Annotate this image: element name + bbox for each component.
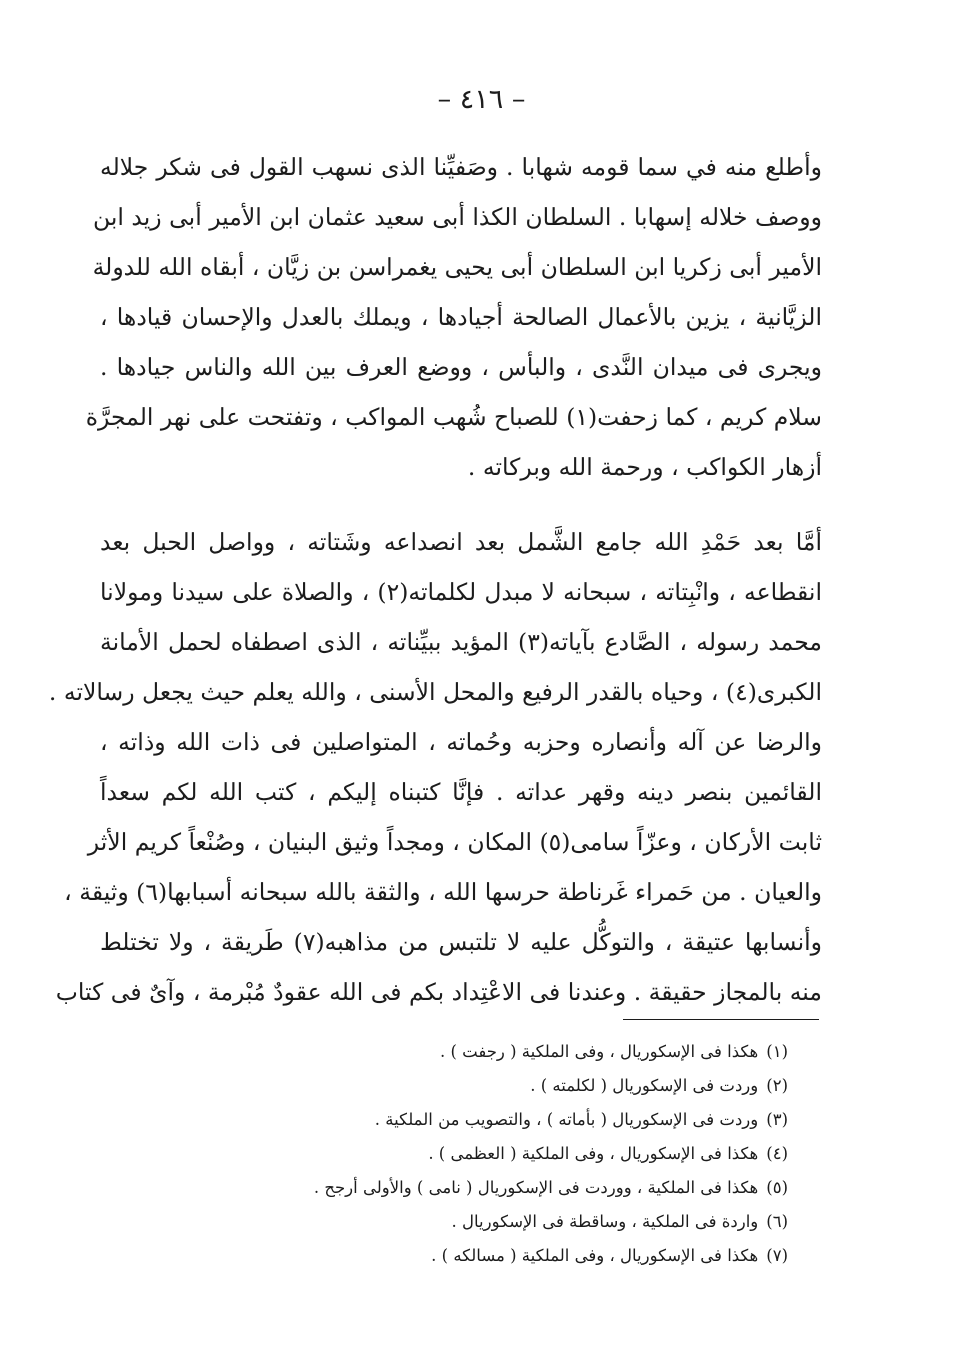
footnote-separator [623,1019,819,1020]
text-line: القائمين بنصر دينه وقهر عداته . فإنَّا كتبناه إليكم ، كتب الله لكم سعداً [100,778,822,806]
text-line: الكبرى(٤) ، وحياه بالقدر الرفيع والمحل الأسنى ، والله يعلم حيث يجعل رسالاته . [48,678,822,706]
footnote [150,1103,788,1137]
footnote [150,1137,788,1171]
footnote-number: (٦) [766,1212,788,1231]
text-line: سلام كريم ، كما زحفت(١) للصباح شُهب المواكب ، وتفتحت على نهر المجرَّة [85,403,822,431]
footnote-text: هكذا فى الإسكوريال ، وفى الملكية ( العظمى ) . [428,1144,759,1163]
paragraph-gap [100,492,822,517]
text-line: ثابت الأركان ، وعزّاً سامى(٥) المكان ، ومجداً وثيق البنيان ، وصُنْعاً كريم الأثر [87,828,822,856]
footnote-text: واردة فى الملكية ، وساقطة فى الإسكوريال . [451,1212,759,1231]
text-line: الزيَّانية ، يزين بالأعمال الصالحة أجيادها ، ويملك بالعدل والإحسان قيادها ، [100,303,822,331]
footnote [150,1239,788,1273]
footnote-text: وردت فى الإسكوريال ( لكلمته ) . [530,1076,759,1095]
text-line: ويجرى فى ميدان النَّدى ، والبأس ، ووضع العرف بين الله والناس جيادها . [100,353,822,381]
footnote-text: هكذا فى الملكية ، ووردت فى الإسكوريال ( نامى ) والأولى أرجح . [313,1178,759,1197]
footnote-text: وردت فى الإسكوريال ( بأماته ) ، والتصويب من الملكية . [374,1110,759,1129]
footnote-number: (٧) [766,1246,788,1265]
text-line: ووصف خلاله إسهابا . السلطان الكذا أبى سعيد عثمان ابن الأمير أبى زيد ابن [92,203,822,231]
footnote-number: (٤) [766,1144,788,1163]
footnote-number: (٣) [766,1110,788,1129]
footnote [150,1171,788,1205]
text-line: وأطلع منه في سما قومه شهابا . وصَفيِّنا الذى نسهب القول فى شكر جلاله [100,153,822,181]
main-text [48,142,823,1017]
text-line: الأمير أبى زكريا ابن السلطان أبى يحيى يغمراسن بن زيَّان ، أبقاه الله للدولة [92,253,822,281]
footnote-number: (١) [766,1042,788,1061]
footnotes [150,1035,788,1273]
footnote [150,1205,788,1239]
text-line: محمد رسوله ، الصَّادع بآياته(٣) المؤيد ببيِّناته ، الذى اصطفاه لحمل الأمانة [100,628,822,656]
text-line: والعيان . من حَمراء غَرناطة حرسها الله ، والثقة بالله سبحانه أسبابها(٦) وثيقة ، [64,878,822,906]
text-line: والرضا عن آله وأنصاره وحزبه وحُماته ، المتواصلين فى ذات الله وذاته ، [100,728,822,756]
footnote-number: (٥) [766,1178,788,1197]
page-number: – ٤١٦ – [437,84,526,115]
footnote [150,1069,788,1103]
footnote-text: هكذا فى الإسكوريال ، وفى الملكية ( رجفت ) . [439,1042,759,1061]
text-line: وأنسابها عتيقة ، والتوكُّل عليه لا تلتبس من مذاهبه(٧) طَريقة ، ولا تختلط [100,928,823,956]
text-line: منه بالمجاز حقيقة . وعندنا فى الاعْتِداد بكم فى الله عقودٌ مُبْرمة ، وآىٌ فى كتاب [55,978,822,1006]
footnote-text: هكذا فى الإسكوريال ، وفى الملكية ( مسالكه ) . [431,1246,759,1265]
text-line: أزهار الكواكب ، ورحمة الله وبركاته . [467,453,822,481]
text-line: أمَّا بعد حَمْدِ الله جامع الشَّمل بعد انصداعه وشَتاته ، وواصل الحبل بعد [100,528,822,556]
footnote [150,1035,788,1069]
text-line: انقطاعه ، وانْبِتاته ، سبحانه لا مبدل لكلماته(٢) ، والصلاة على سيدنا ومولانا [100,578,822,606]
footnote-number: (٢) [766,1076,788,1095]
